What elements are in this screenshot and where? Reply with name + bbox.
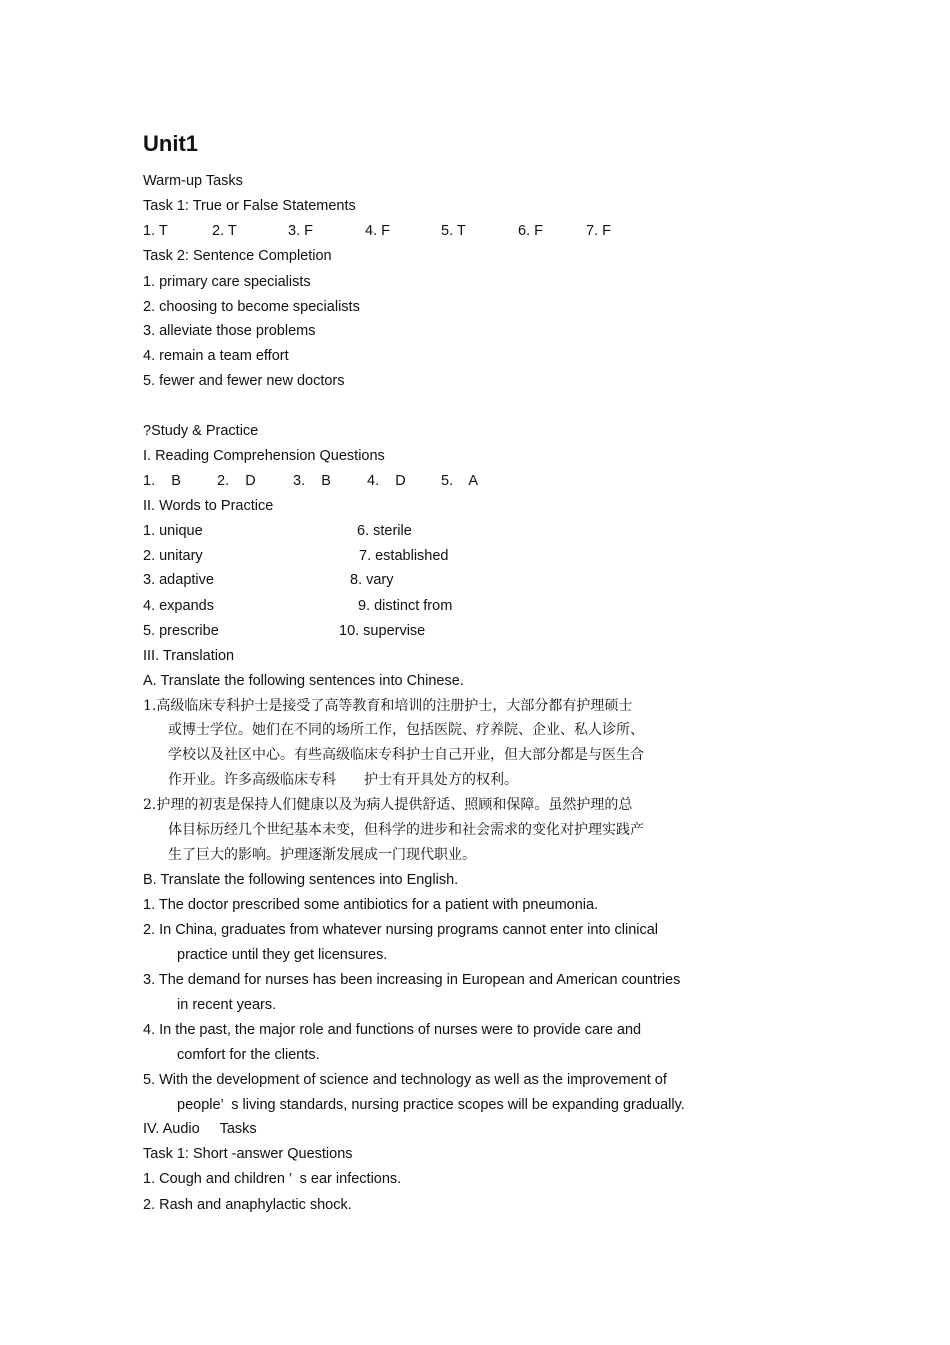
warmup-heading: Warm-up Tasks bbox=[143, 173, 243, 189]
task2-heading: Task 2: Sentence Completion bbox=[143, 248, 332, 264]
english-line: 1. The doctor prescribed some antibiotics for a patient with pneumonia. bbox=[143, 897, 599, 913]
task1-answer: 4. F bbox=[365, 223, 390, 239]
word-item: 9. distinct from bbox=[358, 598, 453, 614]
english-line: 4. In the past, the major role and functions of nurses were to provide care and bbox=[143, 1022, 642, 1038]
word-item: 4. expands bbox=[143, 598, 214, 614]
reading-answer: 5. A bbox=[441, 473, 479, 489]
task1-answer: 3. F bbox=[288, 223, 313, 239]
translation-b-heading: B. Translate the following sentences into English. bbox=[143, 872, 459, 888]
chinese-line: 学校以及社区中心。有些高级临床专科护士自己开业，但大部分都是与医生合 bbox=[168, 747, 644, 763]
english-line: 2. In China, graduates from whatever nursing programs cannot enter into clinical bbox=[143, 922, 659, 938]
task2-item: 3. alleviate those problems bbox=[143, 323, 316, 339]
translation-a-heading: A. Translate the following sentences into Chinese. bbox=[143, 673, 464, 689]
chinese-line: 2.护理的初衷是保持人们健康以及为病人提供舒适、照顾和保障。虽然护理的总 bbox=[143, 797, 633, 813]
reading-answer: 3. B bbox=[293, 473, 331, 489]
english-line: in recent years. bbox=[177, 997, 277, 1013]
word-item: 10. supervise bbox=[339, 623, 426, 639]
study-heading: ?Study & Practice bbox=[143, 423, 259, 439]
word-item: 5. prescribe bbox=[143, 623, 219, 639]
task1-heading: Task 1: True or False Statements bbox=[143, 198, 356, 214]
word-item: 1. unique bbox=[143, 523, 203, 539]
translation-heading: III. Translation bbox=[143, 648, 235, 664]
task1-answer: 6. F bbox=[518, 223, 543, 239]
reading-answer: 4. D bbox=[367, 473, 406, 489]
task1-answer: 5. T bbox=[441, 223, 466, 239]
word-item: 6. sterile bbox=[357, 523, 412, 539]
chinese-line: 体目标历经几个世纪基本未变，但科学的进步和社会需求的变化对护理实践产 bbox=[168, 822, 644, 838]
reading-heading: I. Reading Comprehension Questions bbox=[143, 448, 385, 464]
english-line: 5. With the development of science and technology as well as the improvement of bbox=[143, 1072, 667, 1088]
english-line: 3. The demand for nurses has been increasing in European and American countries bbox=[143, 972, 681, 988]
chinese-line: 或博士学位。她们在不同的场所工作，包括医院、疗养院、企业、私人诊所、 bbox=[168, 722, 644, 738]
audio-task1-item: 1. Cough and children ’ s ear infections. bbox=[143, 1171, 402, 1187]
english-line: practice until they get licensures. bbox=[177, 947, 388, 963]
audio-task1-item: 2. Rash and anaphylactic shock. bbox=[143, 1197, 352, 1213]
page-title: Unit1 bbox=[143, 131, 198, 156]
task1-answer: 7. F bbox=[586, 223, 611, 239]
english-line: comfort for the clients. bbox=[177, 1047, 320, 1063]
reading-answer: 1. B bbox=[143, 473, 181, 489]
word-item: 2. unitary bbox=[143, 548, 203, 564]
chinese-line: 作开业。许多高级临床专科 护士有开具处方的权利。 bbox=[168, 772, 518, 788]
reading-answer: 2. D bbox=[217, 473, 256, 489]
task2-item: 2. choosing to become specialists bbox=[143, 299, 360, 315]
word-item: 3. adaptive bbox=[143, 572, 214, 588]
word-item: 7. established bbox=[359, 548, 449, 564]
chinese-line: 生了巨大的影响。护理逐渐发展成一门现代职业。 bbox=[168, 847, 476, 863]
task1-answer: 2. T bbox=[212, 223, 237, 239]
chinese-line: 1.高级临床专科护士是接受了高等教育和培训的注册护士，大部分都有护理硕士 bbox=[143, 698, 633, 714]
task2-item: 1. primary care specialists bbox=[143, 274, 311, 290]
words-heading: II. Words to Practice bbox=[143, 498, 274, 514]
task2-item: 4. remain a team effort bbox=[143, 348, 289, 364]
word-item: 8. vary bbox=[350, 572, 394, 588]
english-line: people’ s living standards, nursing practice scopes will be expanding gradually. bbox=[177, 1097, 685, 1113]
audio-task1-heading: Task 1: Short -answer Questions bbox=[143, 1146, 353, 1162]
task1-answer: 1. T bbox=[143, 223, 168, 239]
task2-item: 5. fewer and fewer new doctors bbox=[143, 373, 345, 389]
audio-heading: IV. Audio Tasks bbox=[143, 1121, 257, 1137]
